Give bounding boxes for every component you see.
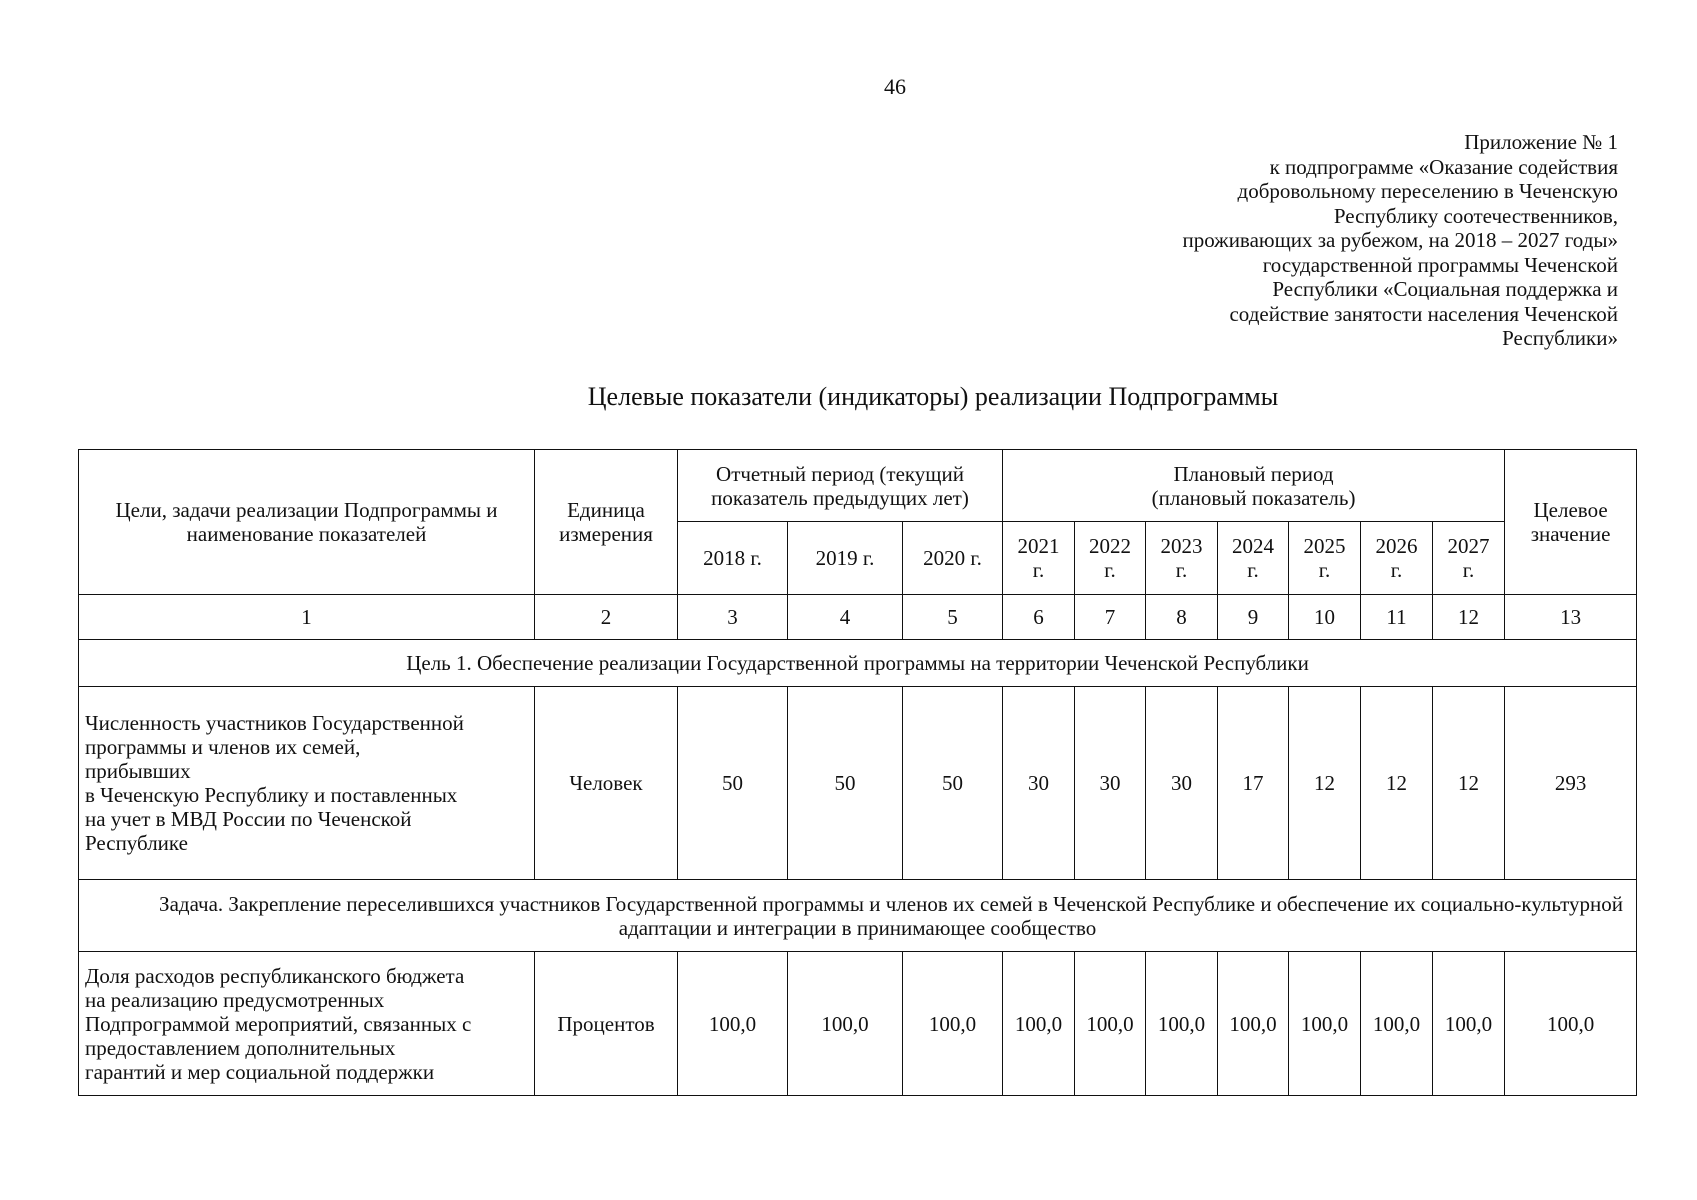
column-number: 3 [678, 595, 788, 640]
year-number: 2027 [1447, 534, 1490, 558]
year-suffix: г. [1462, 558, 1475, 582]
header-reporting-period: Отчетный период (текущий показатель предыдущих лет) [678, 450, 1003, 522]
indicator-value: 30 [1075, 687, 1146, 880]
header-year [1361, 522, 1433, 595]
goal-row: Цель 1. Обеспечение реализации Государственной программы на территории Чеченской Республики [79, 640, 1637, 687]
column-number: 13 [1505, 595, 1637, 640]
column-number: 7 [1075, 595, 1146, 640]
indicator-value: 17 [1218, 687, 1289, 880]
indicator-value: 50 [903, 687, 1003, 880]
appendix-heading [1058, 130, 1618, 351]
year-suffix: г. [1318, 558, 1331, 582]
indicator-name-line: Численность участников Государственной [85, 711, 464, 735]
appendix-line: Приложение № 1 [1464, 130, 1618, 154]
indicator-value: 100,0 [1433, 952, 1505, 1096]
column-number: 2 [535, 595, 678, 640]
indicator-name [79, 687, 535, 880]
planned-period-line: Плановый период [1173, 461, 1334, 486]
indicator-name-line: Доля расходов республиканского бюджета [85, 963, 465, 988]
page-number: 46 [884, 74, 906, 99]
indicator-name-line: на учет в МВД России по Чеченской [85, 807, 412, 831]
indicator-name-line: на реализацию предусмотренных [85, 987, 385, 1012]
planned-period-line: (плановый показатель) [1151, 485, 1356, 510]
year-suffix: г. [1390, 558, 1403, 582]
header-planned-period [1003, 450, 1505, 522]
header-unit: Единица измерения [535, 450, 678, 595]
indicators-table [78, 449, 1637, 1096]
indicator-value: 100,0 [903, 952, 1003, 1096]
indicator-value: 100,0 [1075, 952, 1146, 1096]
year-suffix: г. [1032, 558, 1045, 582]
indicator-name [79, 952, 535, 1096]
appendix-line: к подпрограмме «Оказание содействия [1269, 154, 1618, 179]
appendix-line: содействие занятости населения Чеченской [1229, 301, 1618, 326]
header-year [1146, 522, 1218, 595]
year-suffix: г. [1104, 558, 1116, 582]
indicator-value: 100,0 [678, 952, 788, 1096]
year-number: 2021 [1017, 534, 1060, 558]
appendix-line: государственной программы Чеченской [1262, 252, 1618, 277]
task-row: Задача. Закрепление переселившихся участников Государственной программы и членов их семей в Чеченской Республике и обеспечение их социально-культурной адаптации и интеграции в принимающее сообщество [79, 880, 1637, 952]
appendix-line: проживающих за рубежом, на 2018 – 2027 годы» [1182, 228, 1618, 252]
appendix-line: Республики» [1502, 326, 1618, 350]
indicator-name-line: программы и членов их семей, [85, 735, 361, 759]
indicator-value: 100,0 [1289, 952, 1361, 1096]
column-number: 4 [788, 595, 903, 640]
indicator-value: 100,0 [788, 952, 903, 1096]
header-goals: Цели, задачи реализации Подпрограммы и наименование показателей [79, 450, 535, 595]
indicator-value: 12 [1433, 687, 1505, 880]
header-year [1289, 522, 1361, 595]
column-number: 6 [1003, 595, 1075, 640]
indicator-unit: Процентов [535, 952, 678, 1096]
header-target: Целевое значение [1505, 450, 1637, 595]
indicator-value: 50 [788, 687, 903, 880]
column-number: 11 [1361, 595, 1433, 640]
indicator-value: 100,0 [1003, 952, 1075, 1096]
column-number: 8 [1146, 595, 1218, 640]
header-year: 2019 г. [788, 522, 903, 595]
column-number: 9 [1218, 595, 1289, 640]
indicator-value: 100,0 [1218, 952, 1289, 1096]
indicator-name-line: Республике [85, 831, 188, 855]
indicator-name-line: прибывших [85, 759, 191, 783]
indicator-target-value: 100,0 [1505, 952, 1637, 1096]
header-year [1003, 522, 1075, 595]
column-number: 5 [903, 595, 1003, 640]
indicator-name-line: Подпрограммой мероприятий, связанных с [85, 1011, 472, 1036]
appendix-line: Республику соотечественников, [1333, 203, 1618, 228]
appendix-line: добровольному переселению в Чеченскую [1237, 179, 1618, 203]
year-suffix: г. [1175, 558, 1188, 582]
year-number: 2022 [1089, 534, 1131, 558]
column-number: 12 [1433, 595, 1505, 640]
indicator-name-line: в Чеченскую Республику и поставленных [85, 783, 458, 807]
column-number: 1 [79, 595, 535, 640]
year-number: 2026 [1375, 534, 1418, 558]
column-number: 10 [1289, 595, 1361, 640]
header-year: 2020 г. [903, 522, 1003, 595]
header-year [1218, 522, 1289, 595]
indicator-name-line: предоставлением дополнительных [85, 1035, 396, 1060]
year-suffix: г. [1247, 558, 1259, 582]
indicator-target-value: 293 [1505, 687, 1637, 880]
header-year: 2018 г. [678, 522, 788, 595]
indicator-value: 100,0 [1146, 952, 1218, 1096]
indicator-value: 12 [1361, 687, 1433, 880]
indicator-unit: Человек [535, 687, 678, 880]
indicator-value: 12 [1289, 687, 1361, 880]
document-title: Целевые показатели (индикаторы) реализации Подпрограммы [587, 382, 1279, 411]
header-year [1075, 522, 1146, 595]
indicator-value: 50 [678, 687, 788, 880]
indicator-value: 30 [1003, 687, 1075, 880]
indicator-value: 30 [1146, 687, 1218, 880]
year-number: 2024 [1232, 534, 1274, 558]
indicator-name-line: гарантий и мер социальной поддержки [85, 1059, 435, 1084]
header-year [1433, 522, 1505, 595]
appendix-line: Республики «Социальная поддержка и [1272, 277, 1618, 301]
year-number: 2023 [1160, 534, 1203, 558]
indicator-value: 100,0 [1361, 952, 1433, 1096]
year-number: 2025 [1303, 534, 1346, 558]
